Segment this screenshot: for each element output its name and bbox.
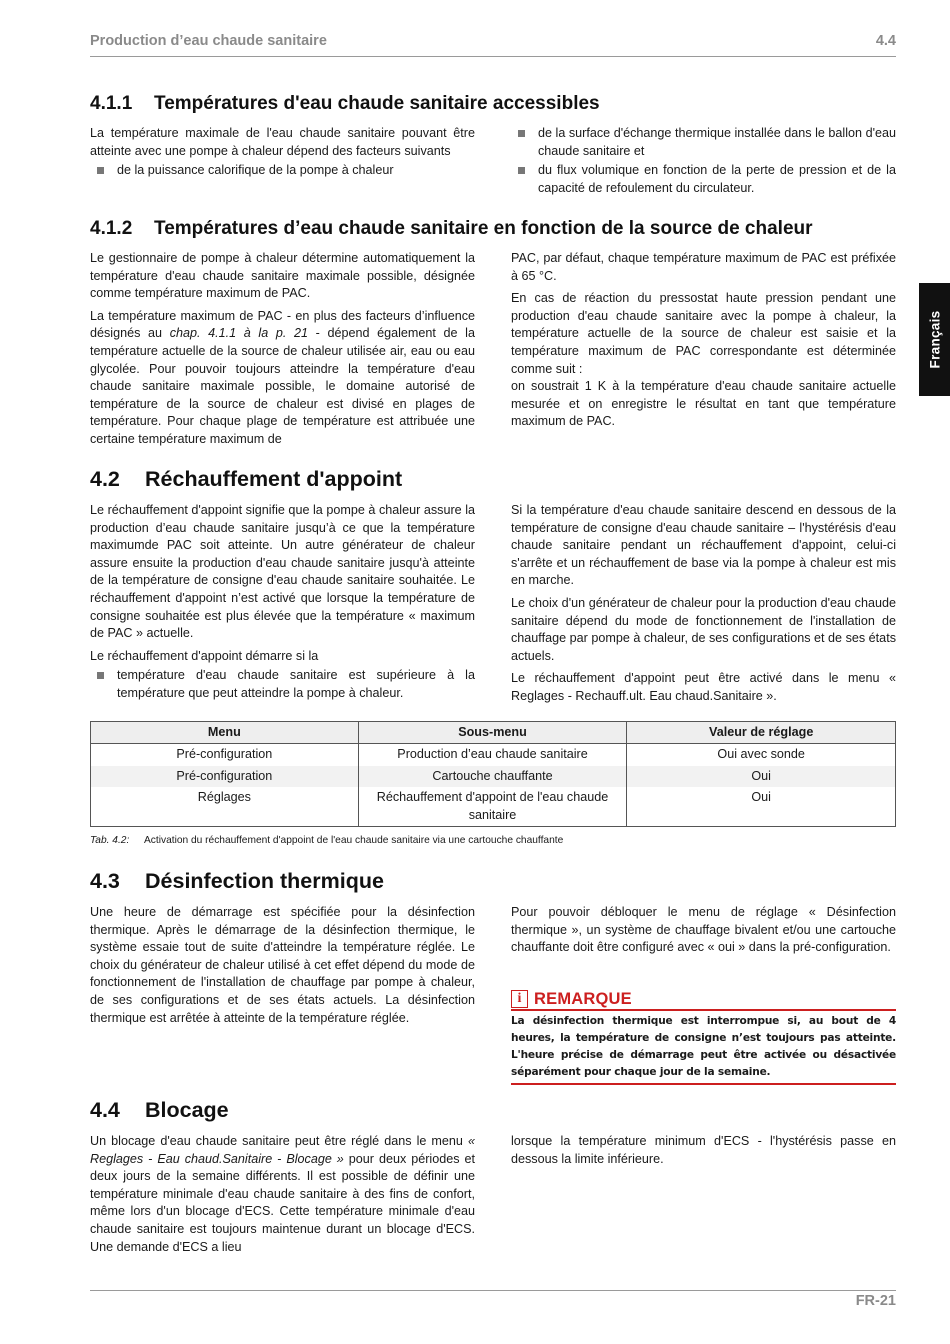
header-rule: [90, 56, 896, 57]
heading-text: Températures d'eau chaude sanitaire accessibles: [154, 93, 600, 114]
paragraph: Le choix d'un générateur de chaleur pour la production d'eau chaude sanitaire dépend du mode de fonctionnement de l'installation de chauffage par pompe à chaleur, de ses configurations et de ses états actuels.: [511, 595, 896, 663]
language-tab-label: Français: [927, 310, 942, 369]
heading-4-3: [90, 869, 384, 894]
heading-text: Réchauffement d'appoint: [145, 467, 403, 491]
paragraph: Le réchauffement d'appoint signifie que la pompe à chaleur assure la production d’eau chaude sanitaire jusqu’à ce que la température maximumde PAC soit atteinte. Un autre générateur de chaleur assure ensuite la production d'eau chaude sanitaire jusqu'à atteinte de la température de consigne d'eau chaude sanitaire souhaitée. Le réchauffement d'appoint n’est activé que lorsque la température de consigne souhaitée est plus élevée que la température « maximum de PAC » actuelle.: [90, 503, 475, 641]
heading-4-2: [90, 467, 402, 492]
language-tab: [919, 283, 950, 396]
paragraph: Une heure de démarrage est spécifiée pour la désinfection thermique. Après le démarrage de la désinfection thermique, le système essaie tout de suite d'atteindre la température réglée. Le choix du générateur de chaleur utilisé à cet effet dépend du mode de fonctionnement de l'installation de chauffage par pompe à chaleur, de ses configurations et de ses états actuels. La désinfection thermique est arrêtée à atteinte de la température réglée.: [90, 905, 475, 1025]
footer-rule: [90, 1290, 896, 1291]
table-cell: Production d’eau chaude sanitaire: [358, 744, 627, 766]
info-icon: i: [511, 990, 528, 1008]
table-row: [91, 787, 896, 827]
table-cell: Oui: [627, 787, 896, 827]
paragraph: Le gestionnaire de pompe à chaleur détermine automatiquement la température d'eau chaude sanitaire maximale possible, désignée comme température maximum de PAC.: [90, 251, 475, 301]
paragraph: Pour pouvoir débloquer le menu de réglage « Désinfection thermique », un système de chauffage bivalent et/ou une cartouche chauffante doit être configuré avec « oui » dans la pré-configuration.: [511, 905, 896, 955]
paragraph: Un blocage d'eau chaude sanitaire peut être réglé dans le menu « Reglages - Eau chaud.Sanitaire - Blocage » pour deux périodes et deux jours de la semaine différents. Il est possible de définir une température minimale d'eau chaude sanitaire à des fins de confort, même lors d'un blocage d'ECS. Cette température minimale d'eau chaude sanitaire est toujours maintenue durant un blocage d'ECS. Une demande d'ECS a lieu: [90, 1134, 476, 1254]
table-cell: Cartouche chauffante: [358, 766, 627, 788]
bullet-list: [511, 125, 896, 197]
note-title: REMARQUE: [534, 989, 632, 1008]
heading-text: Températures d’eau chaude sanitaire en fonction de la source de chaleur: [154, 218, 813, 239]
paragraph: La température maximale de l'eau chaude sanitaire pouvant être atteinte avec une pompe à chaleur dépend des facteurs suivants: [90, 126, 475, 158]
s411-right-column: [511, 125, 896, 202]
s43-left-column: [90, 904, 475, 1027]
cross-reference-link[interactable]: chap. 4.1.1 à la p. 21: [169, 326, 308, 341]
heading-text: Désinfection thermique: [145, 869, 384, 893]
table-cell: Oui: [627, 766, 896, 788]
heading-number: 4.1.1: [90, 93, 133, 114]
menu-path: « Reglages - Eau chaud.Sanitaire - Blocage »: [90, 1134, 475, 1166]
paragraph: Le réchauffement d'appoint démarre si la: [90, 648, 319, 663]
caption-label: Tab. 4.2:: [90, 835, 130, 846]
settings-table: [90, 721, 896, 827]
bullet-list: [90, 162, 475, 180]
table-caption: [90, 835, 563, 846]
heading-4-4: [90, 1098, 229, 1123]
note-header: [511, 989, 896, 1009]
running-header: [90, 33, 896, 49]
heading-number: 4.1.2: [90, 218, 133, 239]
s412-left-column: [90, 250, 475, 449]
table-row: [91, 744, 896, 766]
header-title: Production d’eau chaude sanitaire: [90, 33, 327, 49]
table-cell: Pré-configuration: [91, 766, 359, 788]
table-header-row: [91, 722, 896, 744]
heading-number: 4.3: [90, 869, 120, 893]
note-text: La désinfection thermique est interrompue si, au bout de 4 heures, la température de consigne n’est toujours pas atteinte. L'heure précise de démarrage peut être activée ou désactivée séparément pour chaque jour de la semaine.: [511, 1015, 896, 1078]
heading-4-1-1: [90, 93, 600, 115]
note-bottom-rule: [511, 1083, 896, 1085]
s44-right-column: [511, 1133, 896, 1168]
table-cell: Oui avec sonde: [627, 744, 896, 766]
heading-text: Blocage: [145, 1098, 229, 1122]
paragraph: Le réchauffement d'appoint peut être activé dans le menu « Reglages - Rechauff.ult. Eau chaud.Sanitaire ».: [511, 671, 896, 703]
table-cell: Réchauffement d'appoint de l'eau chaude sanitaire: [358, 787, 627, 827]
s42-right-column: [511, 502, 896, 706]
header-section-number: 4.4: [875, 33, 896, 49]
table-cell: Pré-configuration: [91, 744, 359, 766]
heading-number: 4.4: [90, 1098, 120, 1122]
paragraph: on soustrait 1 K à la température d'eau chaude sanitaire actuelle mesurée et on enregistre le résultat en tant que température maximum de PAC.: [511, 379, 896, 429]
bullet-list: [90, 667, 475, 702]
page-number: FR-21: [855, 1293, 896, 1309]
column-header-menu: Menu: [91, 722, 359, 744]
paragraph: En cas de réaction du pressostat haute pression pendant une production d'eau chaude sanitaire avec la pompe à chaleur, la température actuelle de la source de chaleur est saisie et la température maximum de PAC correspondante est déterminée comme suit :: [511, 291, 896, 376]
list-item: de la surface d'échange thermique installée dans le ballon d'eau chaude sanitaire et: [511, 125, 896, 160]
paragraph: La température maximum de PAC - en plus des facteurs d’influence désignés au chap. 4.1.1 à la p. 21 - dépend également de la température actuelle de la source de chaleur utilisée air, eau ou eau glycolée. Pour pouvoir toujours atteindre la température d'eau chaude sanitaire maximale possible, le domaine autorisé de température de la source de chaleur est divisé en plages de température. Pour chaque plage de température est attribuée une certaine température maximum de: [90, 308, 475, 446]
s412-right-column: [511, 250, 896, 431]
paragraph: Si la température d'eau chaude sanitaire descend en dessous de la température de consigne d'eau chaude sanitaire – l'hystérésis d'eau chaude sanitaire pendant un réchauffement d'appoint, celui-ci s'arrête et un réchauffement de base via la pompe à chaleur est mis en marche.: [511, 503, 896, 588]
column-header-value: Valeur de réglage: [627, 722, 896, 744]
list-item: température d'eau chaude sanitaire est supérieure à la température que peut atteindre la pompe à chaleur.: [90, 667, 475, 702]
note-box: [511, 989, 896, 1085]
caption-text: Activation du réchauffement d'appoint de l'eau chaude sanitaire via une cartouche chauffante: [144, 835, 564, 846]
list-item: du flux volumique en fonction de la perte de pression et de la capacité de refoulement du circulateur.: [511, 162, 896, 197]
s43-right-column: [511, 904, 896, 957]
list-item: de la puissance calorifique de la pompe à chaleur: [90, 162, 475, 180]
table-row: [91, 766, 896, 788]
s44-left-column: [90, 1133, 475, 1256]
heading-number: 4.2: [90, 467, 120, 491]
note-top-rule: [511, 1009, 896, 1011]
s42-left-column: [90, 502, 475, 708]
table-cell: Réglages: [91, 787, 359, 827]
paragraph: PAC, par défaut, chaque température maximum de PAC est préfixée à 65 °C.: [511, 251, 896, 283]
heading-4-1-2: [90, 218, 813, 240]
paragraph: lorsque la température minimum d'ECS - l'hystérésis passe en dessous la limite inférieure.: [511, 1134, 896, 1166]
s411-left-column: [90, 125, 475, 185]
column-header-submenu: Sous-menu: [358, 722, 627, 744]
